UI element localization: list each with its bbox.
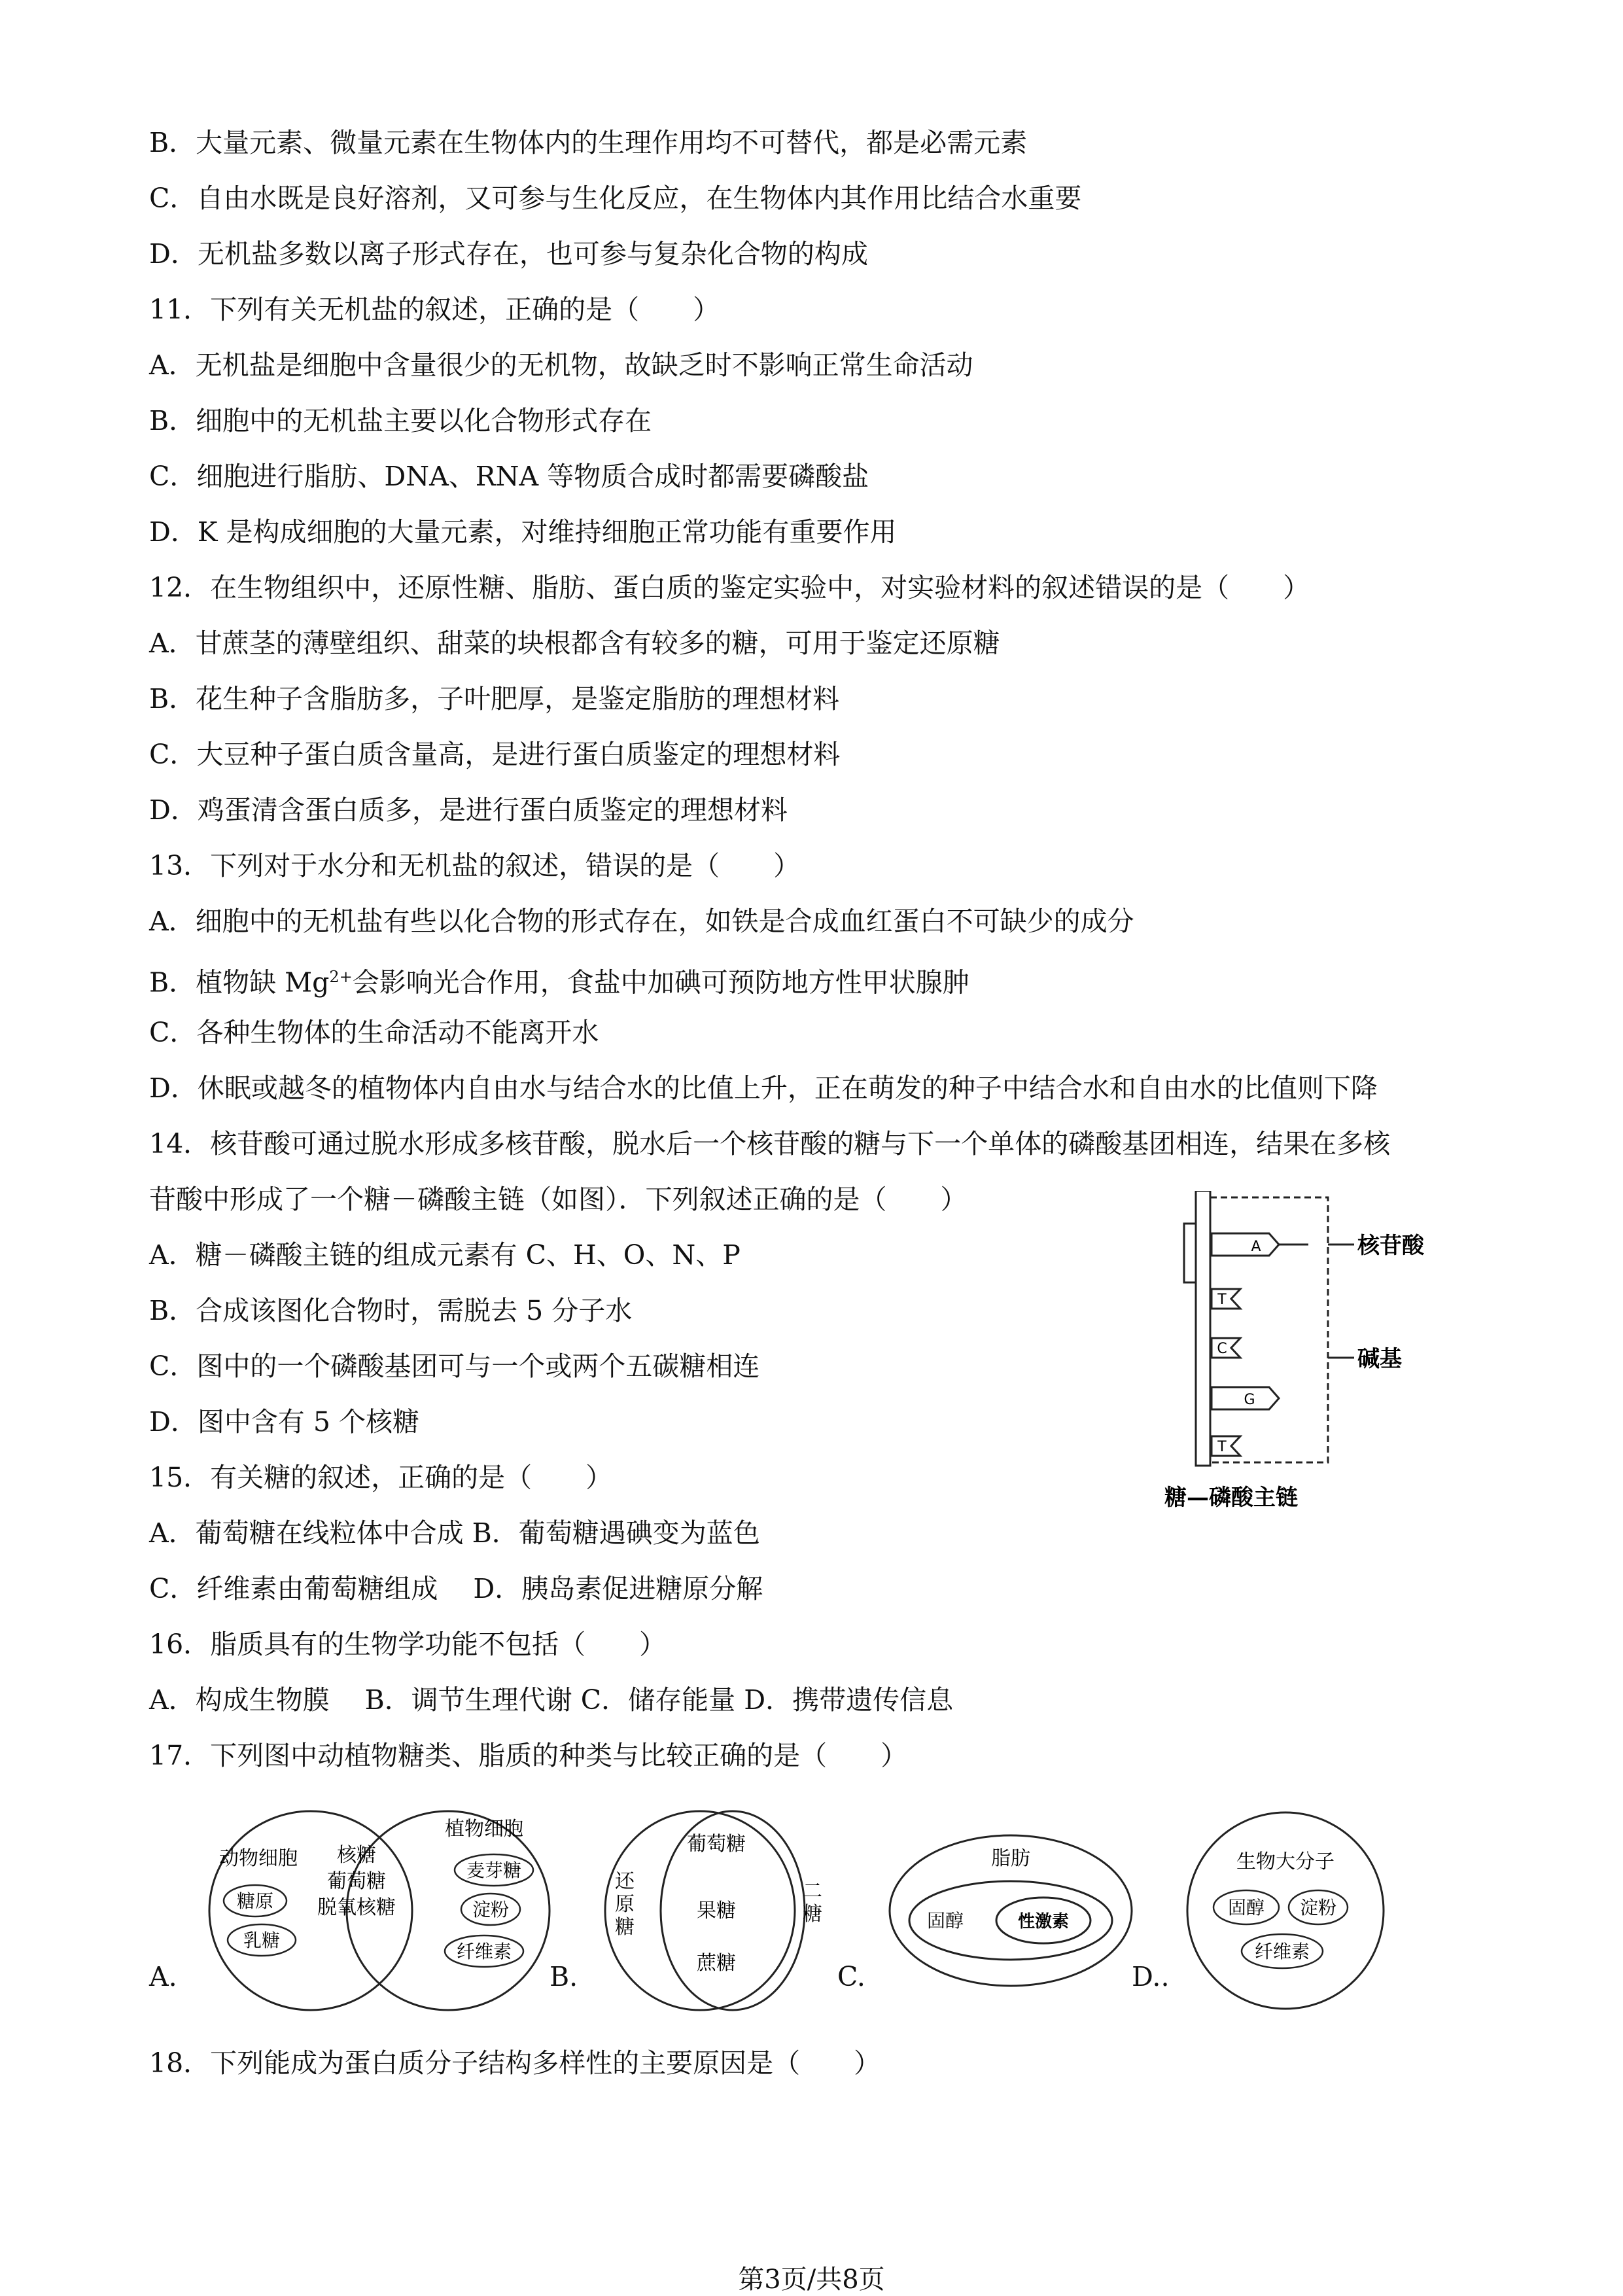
- question-17: 17．下列图中动植物糖类、脂质的种类与比较正确的是（ ）: [149, 1740, 908, 1771]
- venn-a-right-item-3: 纤维素: [456, 1941, 512, 1962]
- line-a13: A．细胞中的无机盐有些以化合物的形式存在，如铁是合成血红蛋白不可缺少的成分: [149, 906, 1134, 937]
- venn-b-center-3: 蔗糖: [697, 1952, 736, 1975]
- venn-b-left-char-1: 还: [615, 1870, 635, 1893]
- venn-b: [602, 1806, 824, 2015]
- venn-a-left-title: 动物细胞: [219, 1847, 298, 1870]
- line-b14: B．合成该图化合物时，需脱去 5 分子水: [149, 1295, 633, 1326]
- venn-c-left: 固醇: [926, 1910, 964, 1932]
- question-14-line2: 苷酸中形成了一个糖－磷酸主链（如图）．下列叙述正确的是（ ）: [149, 1184, 968, 1215]
- line-d13: D．休眠或越冬的植物体内自由水与结合水的比值上升，正在萌发的种子中结合水和自由水的比值则下降: [149, 1072, 1378, 1104]
- line-b13-sup: 2+: [329, 968, 353, 986]
- base-label-c: C: [1217, 1341, 1227, 1357]
- venn-a-center-1: 核糖: [337, 1844, 376, 1867]
- nucleotide-figure: [1158, 1191, 1433, 1518]
- venn-c-inner: 性激素: [1017, 1912, 1070, 1932]
- venn-a-right-item-1: 麦芽糖: [466, 1860, 522, 1881]
- question-16: 16．脂质具有的生物学功能不包括（ ）: [149, 1629, 667, 1660]
- line-b13-post: 会影响光合作用，食盐中加碘可预防地方性甲状腺肿: [352, 966, 969, 998]
- line-a11: A．无机盐是细胞中含量很少的无机物，故缺乏时不影响正常生命活动: [149, 349, 973, 381]
- venn-a-right-item-2: 淀粉: [472, 1899, 510, 1920]
- line-c14: C．图中的一个磷酸基团可与一个或两个五碳糖相连: [149, 1351, 760, 1382]
- venn-a: [196, 1806, 563, 2015]
- page-footer: 第3页/共8页: [738, 2265, 885, 2295]
- base-label-t1: T: [1217, 1292, 1227, 1308]
- option-a-label: A.: [149, 1961, 177, 1992]
- venn-b-left-char-3: 糖: [615, 1916, 635, 1939]
- line-d14: D．图中含有 5 个核糖: [149, 1406, 420, 1438]
- line-d12: D．鸡蛋清含蛋白质多，是进行蛋白质鉴定的理想材料: [149, 794, 788, 826]
- line-c12: C．大豆种子蛋白质含量高，是进行蛋白质鉴定的理想材料: [149, 739, 841, 770]
- venn-d-title: 生物大分子: [1236, 1850, 1335, 1873]
- question-18: 18．下列能成为蛋白质分子结构多样性的主要原因是（ ）: [149, 2047, 881, 2079]
- line-options16: A．构成生物膜 B．调节生理代谢 C．储存能量 D．携带遗传信息: [149, 1684, 954, 1716]
- option-b-label: B.: [550, 1961, 578, 1992]
- line-a12: A．甘蔗茎的薄壁组织、甜菜的块根都含有较多的糖，可用于鉴定还原糖: [149, 627, 1000, 659]
- venn-c-outer: 脂肪: [991, 1847, 1030, 1870]
- line-d10: D．无机盐多数以离子形式存在，也可参与复杂化合物的构成: [149, 238, 868, 270]
- venn-d-item-1: 固醇: [1227, 1897, 1265, 1918]
- option-c-label: C.: [837, 1961, 865, 1992]
- line-b10: B．大量元素、微量元素在生物体内的生理作用均不可替代，都是必需元素: [149, 127, 1028, 158]
- venn-a-left-item-1: 糖原: [236, 1890, 274, 1912]
- line-ab15: A．葡萄糖在线粒体中合成 B．葡萄糖遇碘变为蓝色: [149, 1517, 760, 1549]
- question-13: 13．下列对于水分和无机盐的叙述，错误的是（ ）: [149, 850, 801, 881]
- base-label-g: G: [1244, 1392, 1255, 1408]
- label-base: 碱基: [1357, 1346, 1402, 1372]
- line-c11: C．细胞进行脂肪、DNA、RNA 等物质合成时都需要磷酸盐: [149, 461, 869, 492]
- venn-d-item-3: 纤维素: [1254, 1941, 1310, 1962]
- venn-c: [886, 1832, 1135, 1989]
- venn-d: [1181, 1806, 1390, 2015]
- base-a: [1212, 1233, 1279, 1256]
- venn-a-center-3: 脱氧核糖: [317, 1896, 396, 1919]
- line-a14: A．糖－磷酸主链的组成元素有 C、H、O、N、P: [149, 1239, 741, 1271]
- venn-d-item-2: 淀粉: [1299, 1897, 1337, 1918]
- line-c10: C．自由水既是良好溶剂，又可参与生化反应，在生物体内其作用比结合水重要: [149, 183, 1082, 214]
- question-14-line1: 14．核苷酸可通过脱水形成多核苷酸，脱水后一个核苷酸的糖与下一个单体的磷酸基团相连，结果在多核: [149, 1128, 1391, 1159]
- line-b13: [149, 960, 969, 1000]
- venn-a-left-item-2: 乳糖: [243, 1930, 281, 1951]
- venn-a-right-title: 植物细胞: [445, 1818, 523, 1841]
- venn-b-left-char-2: 原: [615, 1893, 635, 1916]
- line-c13: C．各种生物体的生命活动不能离开水: [149, 1017, 599, 1048]
- label-backbone: 糖—磷酸主链: [1164, 1485, 1298, 1511]
- venn-b-center-1: 葡萄糖: [687, 1833, 746, 1856]
- line-cd15: C．纤维素由葡萄糖组成 D．胰岛素促进糖原分解: [149, 1573, 763, 1604]
- venn-b-right-char-1: 二: [803, 1880, 822, 1903]
- question-11: 11．下列有关无机盐的叙述，正确的是（ ）: [149, 294, 720, 325]
- line-b12: B．花生种子含脂肪多，子叶肥厚，是鉴定脂肪的理想材料: [149, 683, 840, 715]
- venn-a-center-2: 葡萄糖: [327, 1870, 386, 1893]
- base-label-t2: T: [1217, 1439, 1227, 1455]
- venn-b-right-char-2: 糖: [803, 1903, 822, 1926]
- base-label-a: A: [1251, 1239, 1261, 1255]
- label-nucleotide: 核苷酸: [1357, 1233, 1424, 1259]
- line-b11: B．细胞中的无机盐主要以化合物形式存在: [149, 405, 652, 436]
- option-d-label: D..: [1132, 1961, 1170, 1992]
- venn-b-center-2: 果糖: [697, 1899, 736, 1922]
- line-b13-pre: B．植物缺 Mg: [149, 966, 330, 998]
- question-15: 15．有关糖的叙述，正确的是（ ）: [149, 1462, 613, 1493]
- question-12: 12．在生物组织中，还原性糖、脂肪、蛋白质的鉴定实验中，对实验材料的叙述错误的是（ ）: [149, 572, 1310, 603]
- line-d11: D．K 是构成细胞的大量元素，对维持细胞正常功能有重要作用: [149, 516, 897, 548]
